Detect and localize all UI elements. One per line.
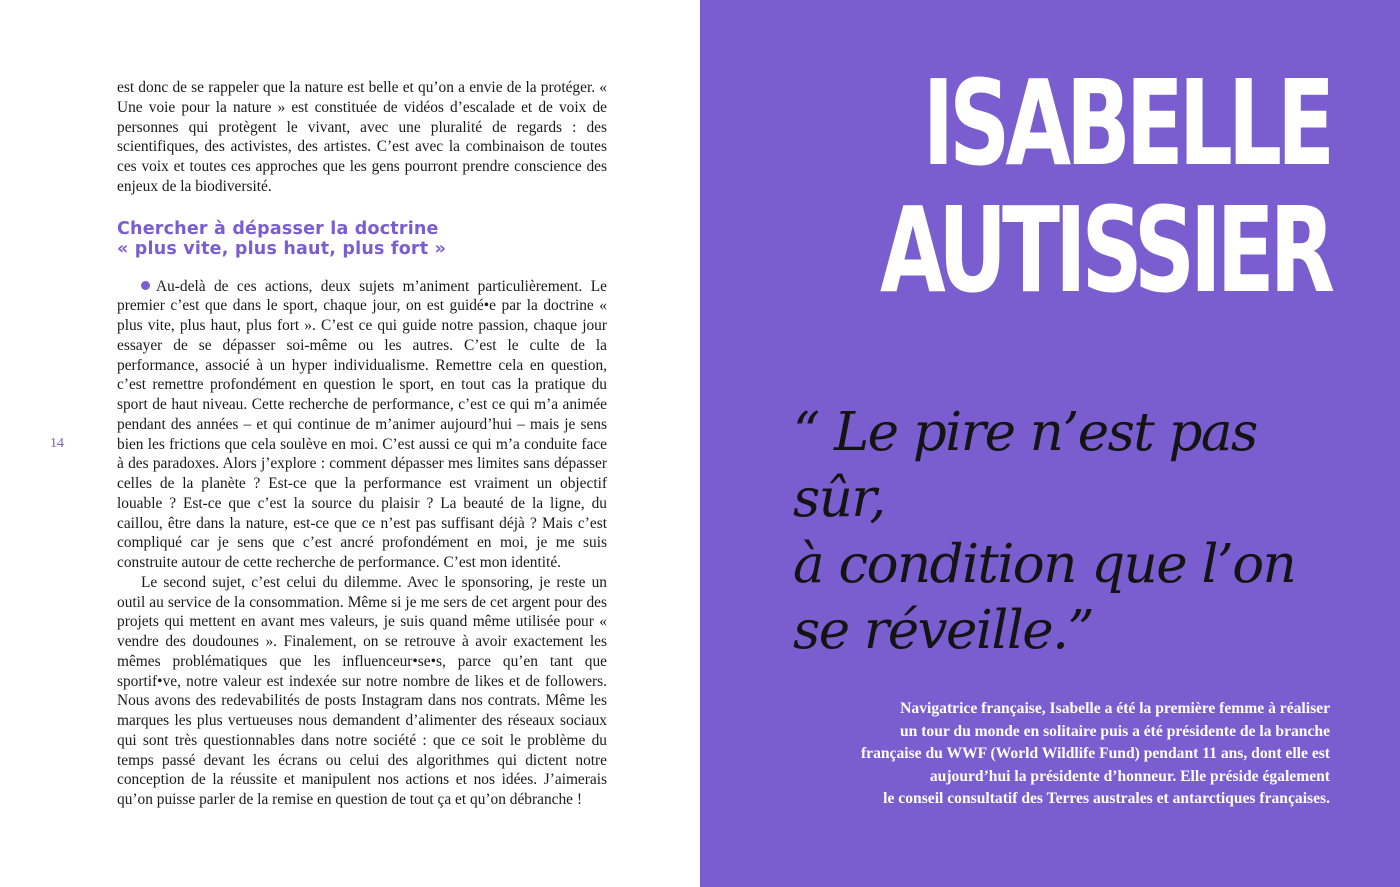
- paragraph-performance-text: Au-delà de ces actions, deux sujets m’animent particulièrement. Le premier c’est que dans le sport, chaque jour, on est guidé•e par la doctrine « plus vite, plus haut, plus fort ». C’est ce qui guide notre passion, chaque jour essayer de se dépasser soi-même ou les autres. C’est le culte de la performance, associé à un hyper individualisme. Remettre cela en question, c’est remettre profondément en question le sport, en tout cas la pratique du sport de haut niveau. Cette recherche de performance, c’est ce qui m’a animée pendant des années – et qui continue de m’animer aujourd’hui – mais je sens bien les frictions que cela soulève en moi. C’est aussi ce qui m’a conduite face à des paradoxes. Alors j’explore : comment dépasser mes limites sans dépasser celles de la planète ? Est-ce que la performance est vraiment un objectif louable ? Est-ce que c’est la source du plaisir ? La beauté de la ligne, du caillou, être dans la nature, est-ce que ce n’est pas suffisant déjà ? Mais c’est compliqué car je sens que c’est ancré profondément en moi, je me suis construite autour de cette recherche de performance. C’est mon identité.: [117, 277, 607, 571]
- quote-line-2: à condition que l’on: [793, 534, 1296, 595]
- quote-line-3: se réveille.”: [793, 600, 1094, 661]
- bio-line-1: Navigatrice française, Isabelle a été la première femme à réaliser: [900, 700, 1330, 717]
- quote-line-1: “ Le pire n’est pas sûr,: [793, 402, 1257, 529]
- section-heading: [117, 219, 607, 259]
- section-heading-line-2: « plus vite, plus haut, plus fort »: [117, 238, 447, 259]
- bio-line-2: un tour du monde en solitaire puis a été présidente de la branche: [899, 722, 1330, 740]
- name-last: AUTISSIER: [880, 181, 1330, 319]
- page-number: 14: [50, 436, 64, 451]
- intro-paragraph: est donc de se rappeler que la nature est belle et qu’on a envie de la protéger. « Une voie pour la nature » est constituée de vidéos d’escalade et de voix de personnes qui protègent le vivant, avec une pluralité de regards : des scientifiques, des activistes, des artistes. C’est avec la combinaison de toutes ces voix et toutes ces approches que les gens pourront prendre conscience des enjeux de la biodiversité.: [117, 79, 607, 195]
- right-page: [700, 0, 1400, 887]
- bio-line-3: française du WWF (World Wildlife Fund) pendant 11 ans, dont elle est: [860, 745, 1330, 762]
- paragraph-performance: [117, 277, 607, 573]
- bullet-dot-icon: [141, 281, 150, 290]
- bio-line-5: le conseil consultatif des Terres australes et antarctiques françaises.: [883, 790, 1330, 807]
- person-name-title: [880, 54, 1330, 319]
- biography: [790, 698, 1330, 811]
- paragraph-dilemma: Le second sujet, c’est celui du dilemme. Avec le sponsoring, je reste un outil au service de la consommation. Même si je me sers de cet argent pour des projets qui mettent en avant mes valeurs, je suis quand même utilisée pour « vendre des doudounes ». Finalement, on se retrouve à avoir exactement les mêmes problématiques que les influenceur•se•s, parce qu’en tant que sportif•ve, notre valeur est indexée sur notre nombre de likes et de followers. Nous avons des redevabilités de posts Instagram dans nos contrats. Même les marques les plus vertueuses nous demandent d’alimenter des réseaux sociaux qui sont très questionnables dans notre société : que ce soit le problème du temps passé devant les écrans ou celui des algorithmes qui dictent notre conception de la réussite et manipulent nos actions et nos idées. J’aimerais qu’on puisse parler de la remise en question de tout ça et qu’on débranche !: [117, 573, 607, 808]
- pull-quote: [793, 400, 1313, 664]
- name-first: ISABELLE: [922, 54, 1330, 192]
- body-text-column: [117, 78, 607, 810]
- bio-line-4: aujourd’hui la présidente d’honneur. Elle préside également: [929, 767, 1330, 785]
- section-heading-line-1: Chercher à dépasser la doctrine: [117, 218, 439, 239]
